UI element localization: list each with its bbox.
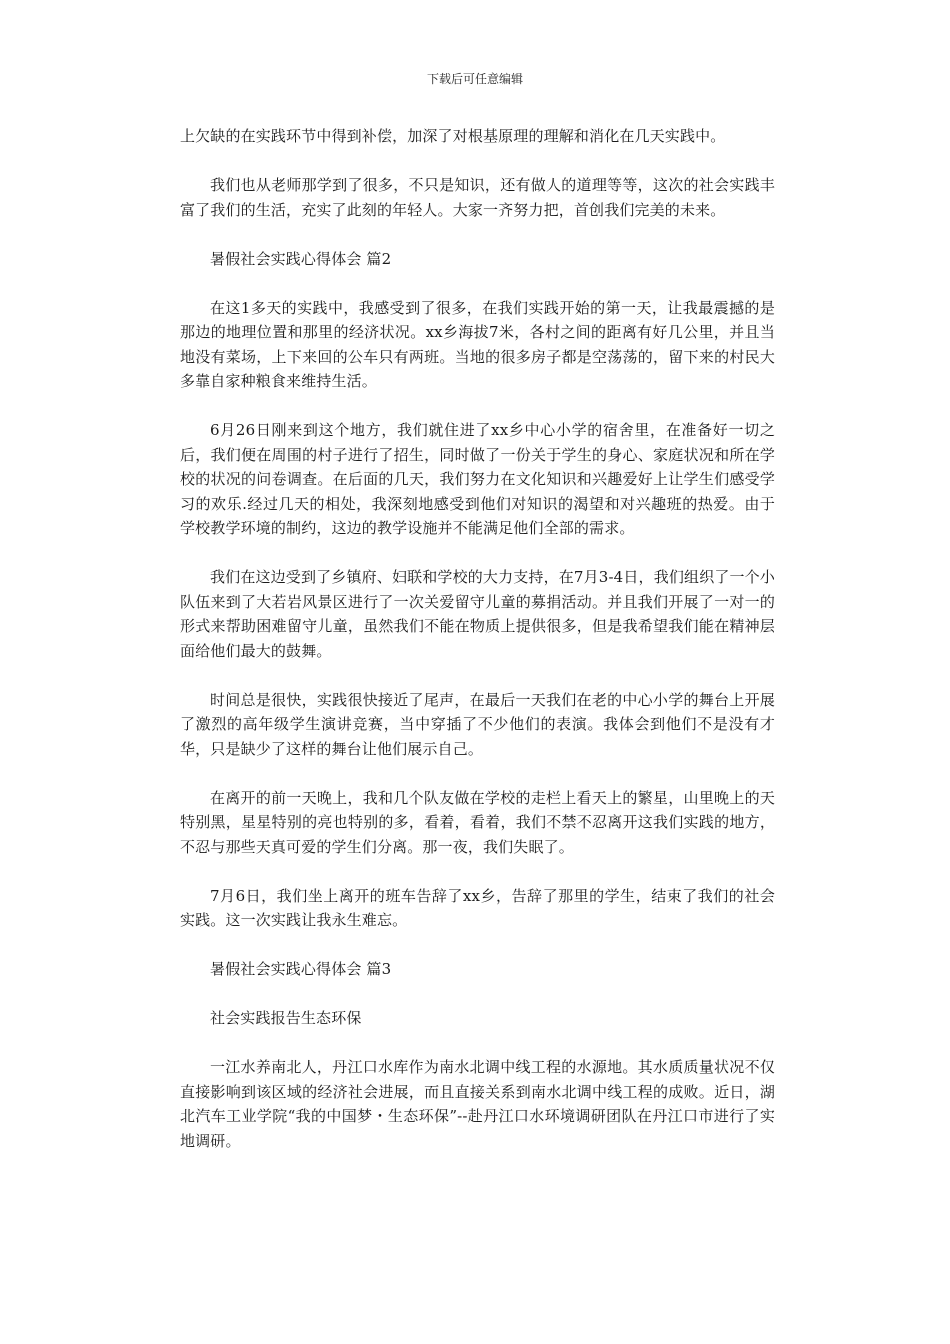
subsection-title: 社会实践报告生态环保: [210, 1009, 362, 1027]
paragraph: 一江水养南北人，丹江口水库作为南水北调中线工程的水源地。其水质质量状况不仅直接影响到该区域的经济社会进展，而且直接关系到南水北调中线工程的成败。近日，湖北汽车工业学院“我的中国梦・生态环保”--赴丹江口水环境调研团队在丹江口市进行了实地调研。: [180, 1058, 775, 1150]
paragraph: 6月26日刚来到这个地方，我们就住进了xx乡中心小学的宿舍里，在准备好一切之后，我们便在周围的村子进行了招生，同时做了一份关于学生的身心、家庭状况和所在学校的状况的问卷调查。在后面的几天，我们努力在文化知识和兴趣爱好上让学生们感受学习的欢乐.经过几天的相处，我深刻地感受到他们对知识的渴望和对兴趣班的热爱。由于学校教学环境的制约，这边的教学设施并不能满足他们全部的需求。: [180, 421, 775, 537]
paragraph: 我们也从老师那学到了很多，不只是知识，还有做人的道理等等，这次的社会实践丰富了我们的生活，充实了此刻的年轻人。大家一齐努力把，首创我们完美的未来。: [180, 176, 775, 219]
paragraph-continuation: 上欠缺的在实践环节中得到补偿，加深了对根基原理的理解和消化在几天实践中。: [180, 127, 726, 145]
paragraph: 7月6日，我们坐上离开的班车告辞了xx乡，告辞了那里的学生，结束了我们的社会实践。这一次实践让我永生难忘。: [180, 886, 775, 929]
paragraph: 在离开的前一天晚上，我和几个队友做在学校的走栏上看天上的繁星，山里晚上的天特别黑，星星特别的亮也特别的多，看着，看着，我们不禁不忍离开这我们实践的地方，不忍与那些天真可爱的学生们分离。那一夜，我们失眠了。: [180, 788, 775, 856]
paragraph: 在这1多天的实践中，我感受到了很多，在我们实践开始的第一天，让我最震撼的是那边的地理位置和那里的经济状况。xx乡海拔7米，各村之间的距离有好几公里，并且当地没有菜场，上下来回的公车只有两班。当地的很多房子都是空荡荡的，留下来的村民大多靠自家种粮食来维持生活。: [180, 298, 775, 390]
section-heading: 暑假社会实践心得体会 篇3: [210, 960, 392, 978]
paragraph: 我们在这边受到了乡镇府、妇联和学校的大力支持，在7月3-4日，我们组织了一个小队伍来到了大若岩风景区进行了一次关爱留守儿童的募捐活动。并且我们开展了一对一的形式来帮助困难留守儿童，虽然我们不能在物质上提供很多，但是我希望我们能在精神层面给他们最大的鼓舞。: [180, 568, 775, 660]
section-heading: 暑假社会实践心得体会 篇2: [210, 249, 392, 268]
paragraph: 时间总是很快，实践很快接近了尾声，在最后一天我们在老的中心小学的舞台上开展了激烈的高年级学生演讲竞赛，当中穿插了不少他们的表演。我体会到他们不是没有才华，只是缺少了这样的舞台让他们展示自己。: [180, 690, 775, 758]
header-note: 下载后可任意编辑: [426, 72, 523, 86]
document-body: [180, 124, 775, 1178]
